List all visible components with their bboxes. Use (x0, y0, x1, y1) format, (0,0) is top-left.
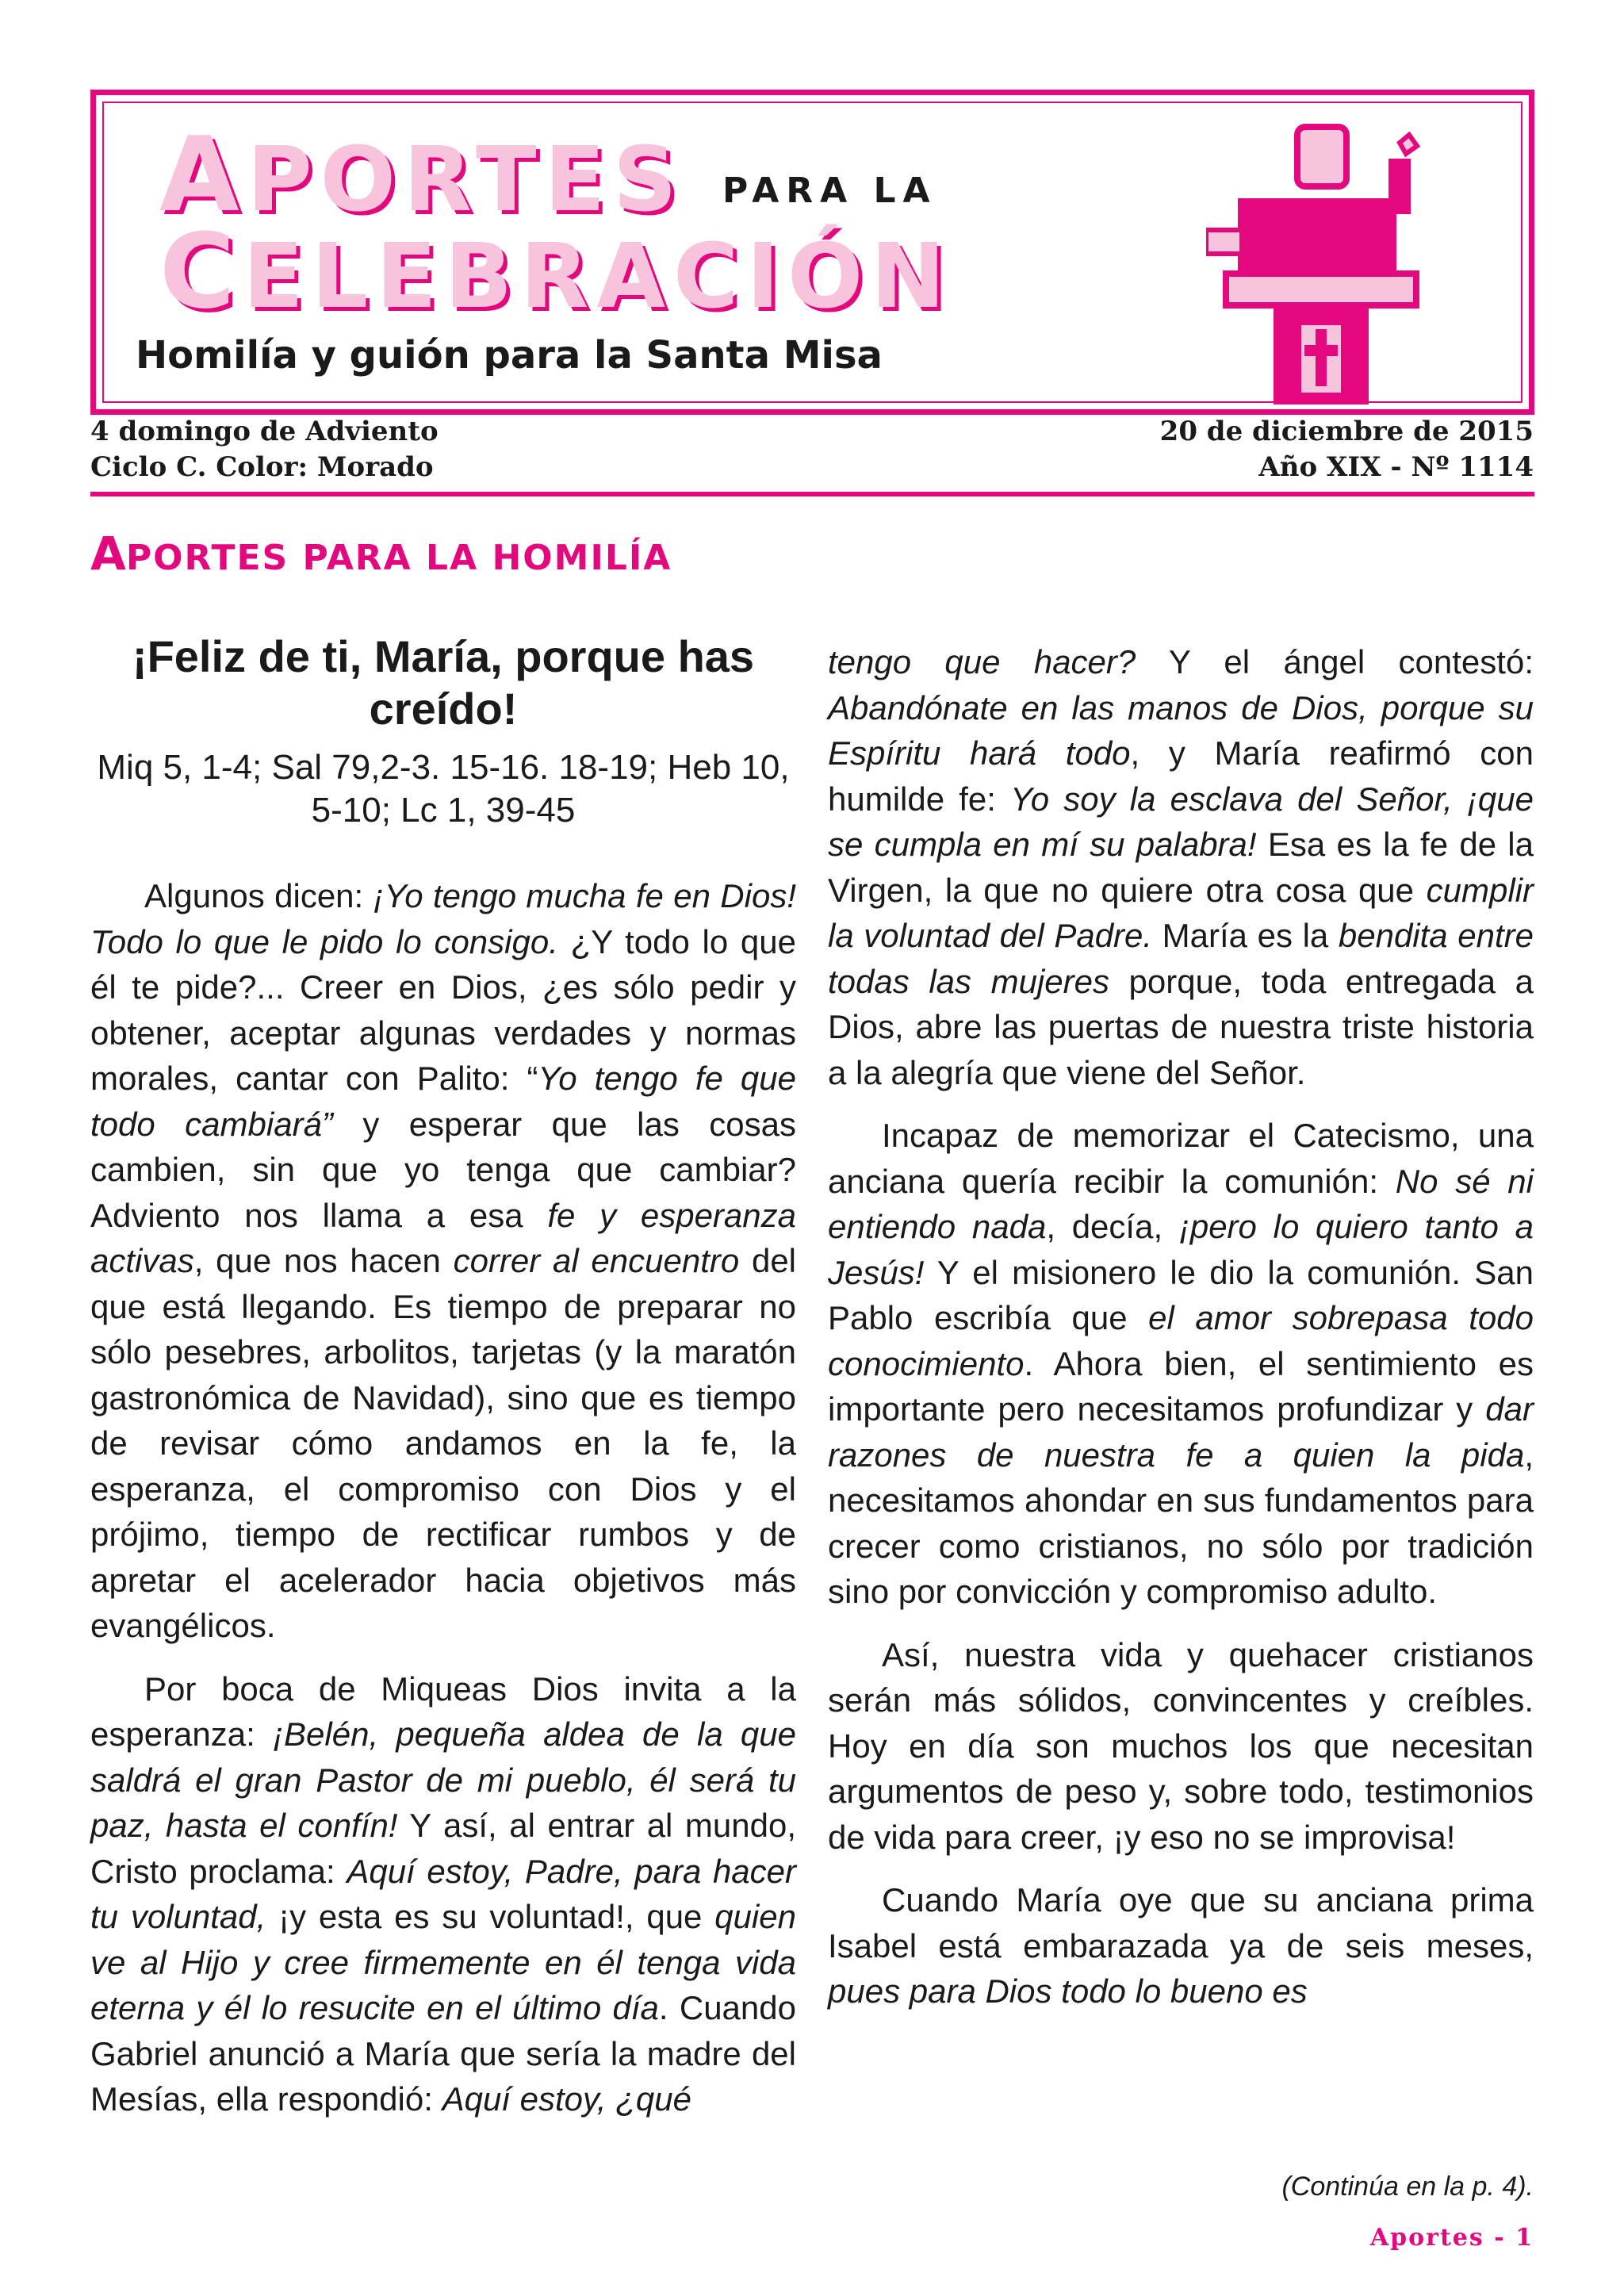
paragraph: Algunos dicen: ¡Yo tengo mucha fe en Dios! Todo lo que le pido lo consigo. ¿Y todo lo que él te pide?... Creer en Dios, ¿es sólo pedir y obtener, aceptar algunas verdades y normas morales, cantar con Palito: “Yo tengo fe que todo cambiará” y esperar que las cosas cambien, sin que yo tenga que cambiar? Adviento nos llama a esa fe y esperanza activas, que nos hacen correr al encuentro del que está llegando. Es tiempo de preparar no sólo pesebres, arbolitos, tarjetas (y la maratón gastronómica de Navidad), sino que es tiempo de revisar cómo andamos en la fe, la esperanza, el compromiso con Dios y el prójimo, tiempo de rectificar rumbos y de apretar el acelerador hacia objetivos más evangélicos. (90, 877, 797, 1644)
preacher-at-pulpit-icon (1206, 111, 1444, 404)
sunday-label: 4 domingo de Adviento (90, 416, 439, 447)
continuation-note: (Continúa en la p. 4). (1281, 2171, 1534, 2202)
masthead (90, 90, 1534, 415)
title-celebracion: CELEBRACIÓN (159, 211, 953, 332)
section-title: APORTES PARA LA HOMILÍA (90, 527, 672, 581)
paragraph: tengo que hacer? Y el ángel contestó: Abandónate en las manos de Dios, porque su Espíritu hará todo, y María reafirmó con humilde fe: Yo soy la esclava del Señor, ¡que se cumpla en mí su palabra! Esa es la fe de la Virgen, la que no quiere otra cosa que cumplir la voluntad del Padre. María es la bendita entre todas las mujeres porque, toda entregada a Dios, abre las puertas de nuestra triste historia a la alegría que viene del Señor. (828, 643, 1534, 1091)
cycle-color-label: Ciclo C. Color: Morado (90, 451, 434, 483)
left-column (90, 631, 796, 2140)
paragraph: Incapaz de memorizar el Catecismo, una anciana quería recibir la comunión: No sé ni entiendo nada, decía, ¡pero lo quiero tanto a Jesús! Y el misionero le dio la comunión. San Pablo escribía que el amor sobrepasa todo conocimiento. Ahora bien, el sentimiento es importante pero necesitamos profundizar y dar razones de nuestra fe a quien la pida, necesitamos ahondar en sus fundamentos para crecer como cristianos, no sólo por tradición sino por convicción y compromiso adulto. (828, 1117, 1534, 1610)
issue-info (1160, 414, 1534, 485)
issue-date: 20 de diciembre de 2015 (1159, 416, 1534, 447)
issue-number: Año XIX - Nº 1114 (1258, 451, 1534, 483)
title-aportes: APORTES (159, 114, 685, 235)
paragraph: Así, nuestra vida y quehacer cristianos serán más sólidos, convincentes y creíbles. Hoy en día son muchos los que necesitan argumentos de peso y, sobre todo, testimonios de vida para creer, ¡y eso no se improvisa! (828, 1635, 1534, 1856)
paragraph: Por boca de Miqueas Dios invita a la esperanza: ¡Belén, pequeña aldea de la que saldrá el gran Pastor de mi pueblo, él será tu paz, hasta el confín! Y así, al entrar al mundo, Cristo proclama: Aquí estoy, Padre, para hacer tu voluntad, ¡y esta es su voluntad!, que quien ve al Hijo y cree firmemente en él tenga vida eterna y él lo resucite en el último día. Cuando Gabriel anunció a María que sería la madre del Mesías, ella respondió: Aquí estoy, ¿qué (90, 1669, 797, 2118)
title-para-la: PARA LA (722, 171, 937, 211)
paragraph: Cuando María oye que su anciana prima Isabel está embarazada ya de seis meses, pues para Dios todo lo bueno es (828, 1881, 1534, 2010)
right-column (828, 639, 1534, 2032)
divider-rule (90, 492, 1534, 496)
page-footer: Aportes - 1 (1369, 2224, 1534, 2252)
homily-title: ¡Feliz de ti, María, porque has creído! (132, 631, 755, 734)
liturgical-info (90, 414, 439, 485)
readings-references: Miq 5, 1-4; Sal 79,2-3. 15-16. 18-19; Heb 10, 5-10; Lc 1, 39-45 (97, 748, 790, 830)
masthead-subtitle: Homilía y guión para la Santa Misa (136, 333, 883, 378)
